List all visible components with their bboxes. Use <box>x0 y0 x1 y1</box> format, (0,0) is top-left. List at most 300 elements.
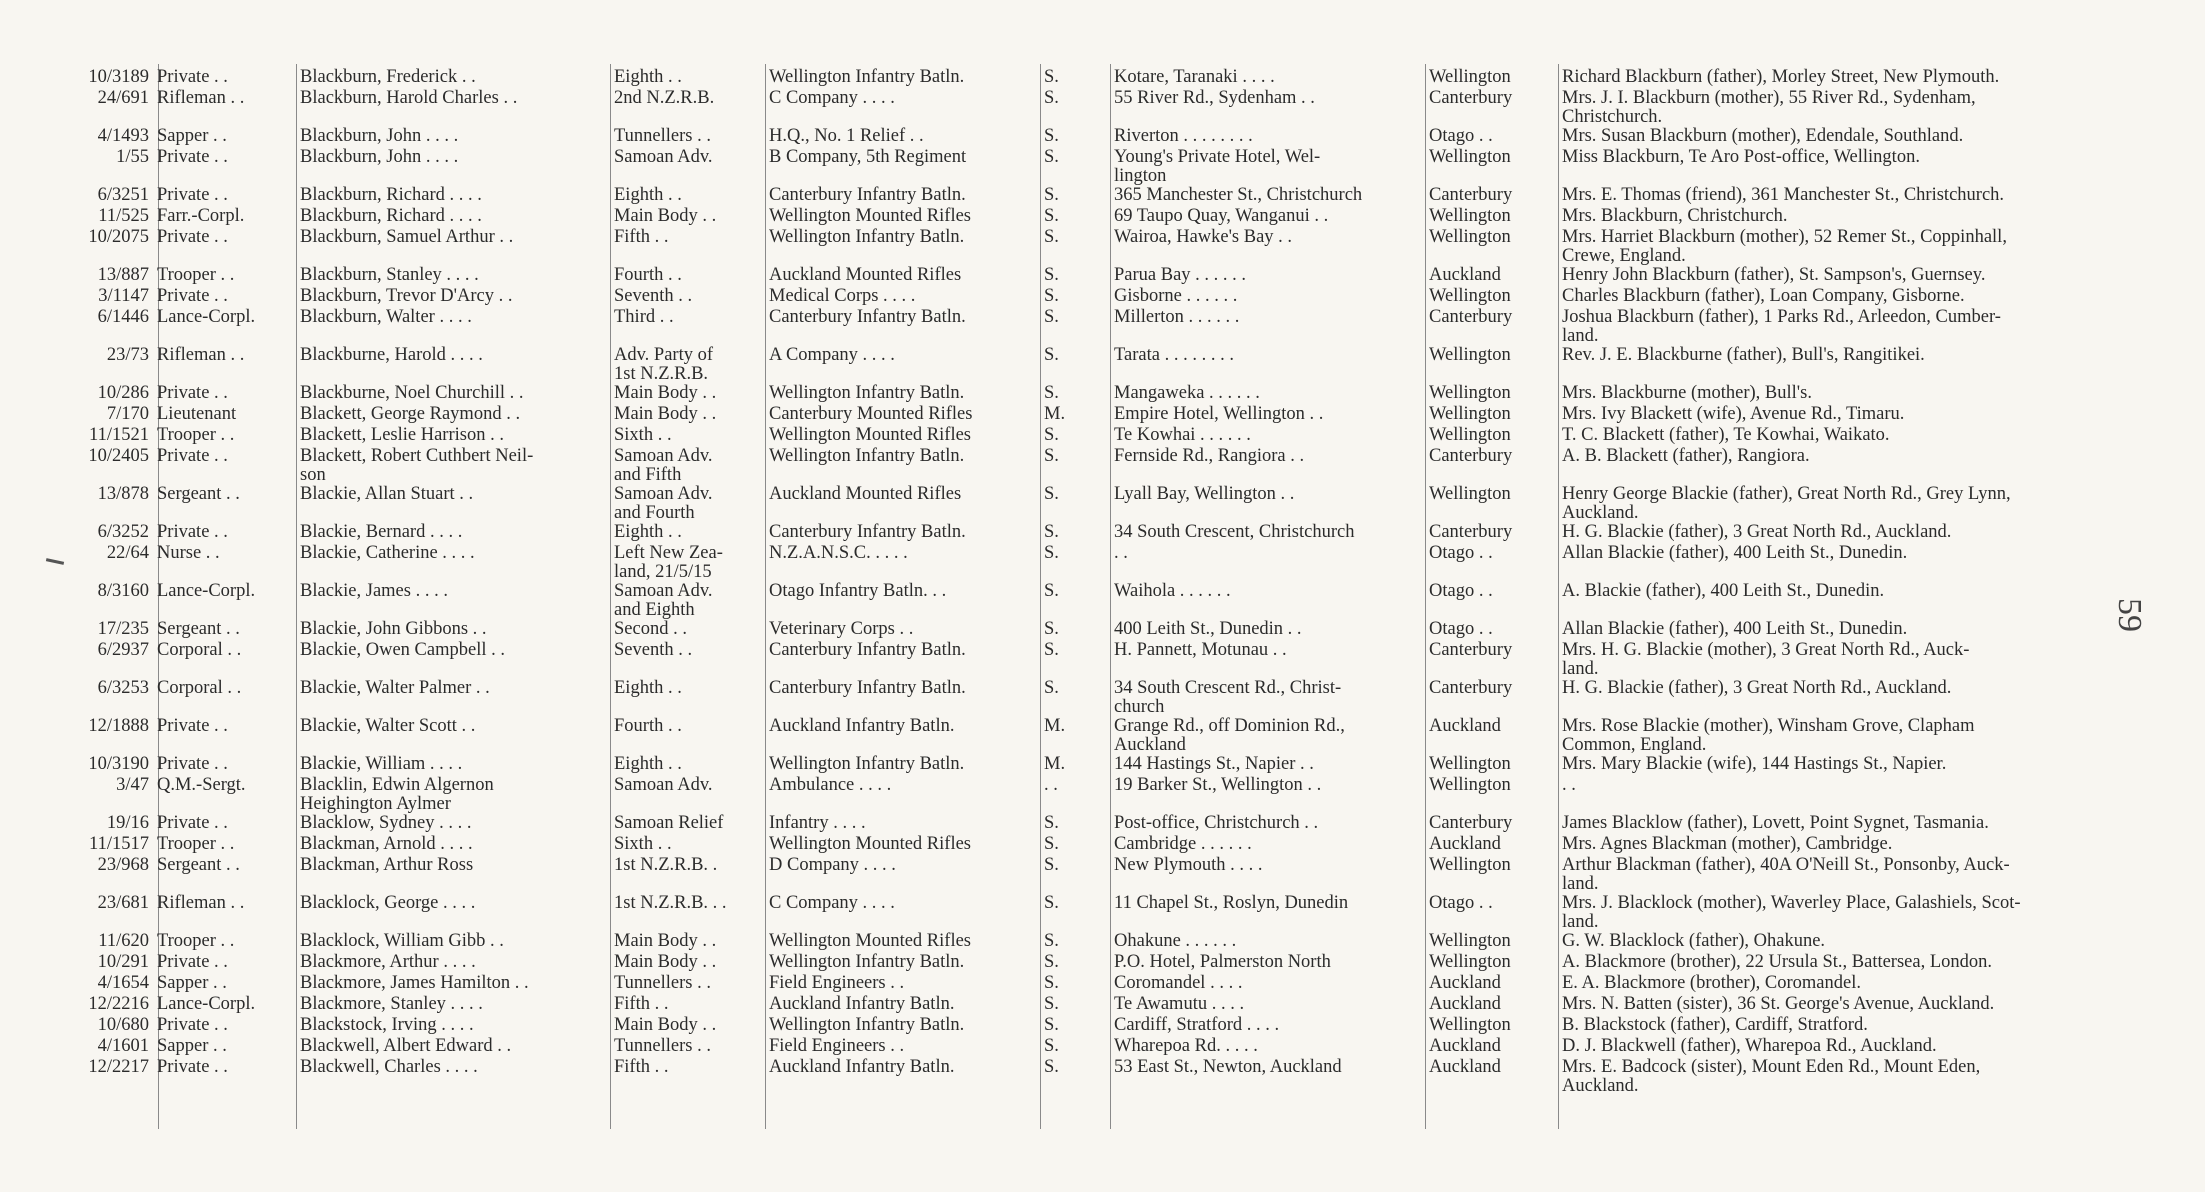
next-of-kin-cell: B. Blackstock (father), Cardiff, Stratford. <box>1562 1016 1868 1035</box>
regimental-number-cell: 12/2216 <box>88 995 149 1014</box>
district-cell: Wellington <box>1429 856 1511 875</box>
unit-cell: Canterbury Infantry Batln. <box>769 523 966 542</box>
table-row <box>58 1016 2128 1037</box>
rank-cell: Private . . <box>157 384 228 403</box>
next-of-kin-cell: Mrs. Susan Blackburn (mother), Edendale, Southland. <box>1562 127 1964 146</box>
page-number: 59 <box>2111 598 2148 632</box>
district-cell: Wellington <box>1429 1016 1511 1035</box>
marital-status-cell: S. <box>1044 1037 1059 1056</box>
unit-cell: Canterbury Mounted Rifles <box>769 405 973 424</box>
soldier-name-cell: Blackburn, Richard . . . . <box>300 207 482 226</box>
last-address-cell: New Plymouth . . . . <box>1114 856 1263 875</box>
marital-status-cell: M. <box>1044 755 1066 774</box>
draft-unit-cell: Samoan Adv. and Eighth <box>614 582 713 620</box>
marital-status-cell: S. <box>1044 1016 1059 1035</box>
rank-cell: Trooper . . <box>157 266 235 285</box>
unit-cell: Wellington Mounted Rifles <box>769 207 971 226</box>
district-cell: Wellington <box>1429 207 1511 226</box>
next-of-kin-cell: Rev. J. E. Blackburne (father), Bull's, Rangitikei. <box>1562 346 1925 365</box>
regimental-number-cell: 13/887 <box>97 266 149 285</box>
soldier-name-cell: Blackburne, Noel Churchill . . <box>300 384 524 403</box>
table-row <box>58 346 2128 384</box>
regimental-number-cell: 10/3190 <box>88 755 149 774</box>
marital-status-cell: S. <box>1044 228 1059 247</box>
last-address-cell: H. Pannett, Motunau . . <box>1114 641 1287 660</box>
regimental-number-cell: 11/525 <box>98 207 149 226</box>
table-row <box>58 856 2128 894</box>
draft-unit-cell: Fifth . . <box>614 228 669 247</box>
regimental-number-cell: 10/3189 <box>88 68 149 87</box>
rank-cell: Private . . <box>157 186 228 205</box>
rank-cell: Private . . <box>157 814 228 833</box>
table-row <box>58 148 2128 186</box>
unit-cell: Wellington Infantry Batln. <box>769 228 965 247</box>
rank-cell: Sapper . . <box>157 974 227 993</box>
draft-unit-cell: Tunnellers . . <box>614 127 711 146</box>
draft-unit-cell: Main Body . . <box>614 384 717 403</box>
rank-cell: Private . . <box>157 447 228 466</box>
marital-status-cell: S. <box>1044 932 1059 951</box>
unit-cell: D Company . . . . <box>769 856 896 875</box>
soldier-name-cell: Blackwell, Albert Edward . . <box>300 1037 512 1056</box>
soldier-name-cell: Blackburn, Frederick . . <box>300 68 476 87</box>
district-cell: Otago . . <box>1429 127 1493 146</box>
unit-cell: Canterbury Infantry Batln. <box>769 641 966 660</box>
rank-cell: Rifleman . . <box>157 89 245 108</box>
draft-unit-cell: Left New Zea- land, 21/5/15 <box>614 544 723 582</box>
unit-cell: Canterbury Infantry Batln. <box>769 679 966 698</box>
regimental-number-cell: 11/1521 <box>89 426 149 445</box>
unit-cell: Wellington Infantry Batln. <box>769 68 965 87</box>
rank-cell: Private . . <box>157 523 228 542</box>
district-cell: Wellington <box>1429 932 1511 951</box>
last-address-cell: 69 Taupo Quay, Wanganui . . <box>1114 207 1329 226</box>
next-of-kin-cell: Mrs. Agnes Blackman (mother), Cambridge. <box>1562 835 1893 854</box>
table-row <box>58 776 2128 814</box>
regimental-number-cell: 10/291 <box>97 953 149 972</box>
rank-cell: Private . . <box>157 68 228 87</box>
next-of-kin-cell: James Blacklow (father), Lovett, Point Sygnet, Tasmania. <box>1562 814 1989 833</box>
rank-cell: Lance-Corpl. <box>157 582 256 601</box>
last-address-cell: 53 East St., Newton, Auckland <box>1114 1058 1342 1077</box>
table-row <box>58 127 2128 148</box>
soldier-name-cell: Blackburn, Walter . . . . <box>300 308 472 327</box>
marital-status-cell: S. <box>1044 186 1059 205</box>
soldier-name-cell: Blackie, William . . . . <box>300 755 463 774</box>
last-address-cell: Waihola . . . . . . <box>1114 582 1231 601</box>
rank-cell: Sergeant . . <box>157 620 240 639</box>
last-address-cell: 11 Chapel St., Roslyn, Dunedin <box>1114 894 1349 913</box>
table-row <box>58 287 2128 308</box>
soldier-name-cell: Blackburn, John . . . . <box>300 127 459 146</box>
soldier-name-cell: Blackman, Arnold . . . . <box>300 835 473 854</box>
marital-status-cell: S. <box>1044 485 1059 504</box>
next-of-kin-cell: Mrs. Blackburn, Christchurch. <box>1562 207 1788 226</box>
district-cell: Wellington <box>1429 485 1511 504</box>
unit-cell: Wellington Mounted Rifles <box>769 426 971 445</box>
next-of-kin-cell: Mrs. E. Thomas (friend), 361 Manchester St., Christchurch. <box>1562 186 2005 205</box>
rank-cell: Private . . <box>157 717 228 736</box>
next-of-kin-cell: Arthur Blackman (father), 40A O'Neill St., Ponsonby, Auck- land. <box>1562 856 2010 894</box>
draft-unit-cell: Main Body . . <box>614 405 717 424</box>
district-cell: Canterbury <box>1429 447 1513 466</box>
marital-status-cell: S. <box>1044 835 1059 854</box>
regimental-number-cell: 8/3160 <box>97 582 149 601</box>
marital-status-cell: S. <box>1044 207 1059 226</box>
rank-cell: Lieutenant <box>157 405 237 424</box>
rank-cell: Sergeant . . <box>157 485 240 504</box>
unit-cell: Wellington Mounted Rifles <box>769 932 971 951</box>
soldier-name-cell: Blacklow, Sydney . . . . <box>300 814 472 833</box>
rank-cell: Sapper . . <box>157 127 227 146</box>
last-address-cell: Gisborne . . . . . . <box>1114 287 1238 306</box>
district-cell: Canterbury <box>1429 523 1513 542</box>
district-cell: Wellington <box>1429 426 1511 445</box>
district-cell: Wellington <box>1429 68 1511 87</box>
table-row <box>58 447 2128 485</box>
regimental-number-cell: 19/16 <box>106 814 149 833</box>
soldier-name-cell: Blackett, George Raymond . . <box>300 405 521 424</box>
unit-cell: Field Engineers . . <box>769 1037 905 1056</box>
draft-unit-cell: Sixth . . <box>614 426 672 445</box>
table-row <box>58 266 2128 287</box>
regimental-number-cell: 12/2217 <box>88 1058 149 1077</box>
district-cell: Otago . . <box>1429 894 1493 913</box>
table-row <box>58 995 2128 1016</box>
unit-cell: H.Q., No. 1 Relief . . <box>769 127 924 146</box>
rank-cell: Private . . <box>157 1016 228 1035</box>
draft-unit-cell: Samoan Relief <box>614 814 724 833</box>
marital-status-cell: S. <box>1044 679 1059 698</box>
marital-status-cell: S. <box>1044 346 1059 365</box>
marital-status-cell: S. <box>1044 814 1059 833</box>
soldier-name-cell: Blackman, Arthur Ross <box>300 856 474 875</box>
unit-cell: Wellington Infantry Batln. <box>769 953 965 972</box>
draft-unit-cell: Fifth . . <box>614 1058 669 1077</box>
next-of-kin-cell: Mrs. Blackburne (mother), Bull's. <box>1562 384 1812 403</box>
unit-cell: Medical Corps . . . . <box>769 287 916 306</box>
marital-status-cell: M. <box>1044 405 1066 424</box>
regimental-number-cell: 10/2075 <box>88 228 149 247</box>
last-address-cell: Tarata . . . . . . . . <box>1114 346 1234 365</box>
draft-unit-cell: Samoan Adv. <box>614 776 713 795</box>
district-cell: Auckland <box>1429 835 1501 854</box>
next-of-kin-cell: H. G. Blackie (father), 3 Great North Rd., Auckland. <box>1562 679 1952 698</box>
draft-unit-cell: Main Body . . <box>614 932 717 951</box>
marital-status-cell: S. <box>1044 266 1059 285</box>
next-of-kin-cell: Mrs. J. I. Blackburn (mother), 55 River Rd., Sydenham, Christchurch. <box>1562 89 1976 127</box>
unit-cell: Field Engineers . . <box>769 974 905 993</box>
rank-cell: Sapper . . <box>157 1037 227 1056</box>
soldier-name-cell: Blacklin, Edwin Algernon Heighington Aylmer <box>300 776 494 814</box>
draft-unit-cell: Samoan Adv. <box>614 148 713 167</box>
last-address-cell: 34 South Crescent Rd., Christ- church <box>1114 679 1342 717</box>
marital-status-cell: S. <box>1044 68 1059 87</box>
nominal-roll-table <box>58 68 2128 1096</box>
draft-unit-cell: 1st N.Z.R.B. . <box>614 856 718 875</box>
marital-status-cell: S. <box>1044 641 1059 660</box>
last-address-cell: Grange Rd., off Dominion Rd., Auckland <box>1114 717 1345 755</box>
rank-cell: Private . . <box>157 148 228 167</box>
rank-cell: Private . . <box>157 755 228 774</box>
district-cell: Canterbury <box>1429 186 1513 205</box>
unit-cell: B Company, 5th Regiment <box>769 148 967 167</box>
regimental-number-cell: 24/691 <box>97 89 149 108</box>
last-address-cell: Wairoa, Hawke's Bay . . <box>1114 228 1293 247</box>
rank-cell: Sergeant . . <box>157 856 240 875</box>
last-address-cell: Mangaweka . . . . . . <box>1114 384 1260 403</box>
district-cell: Wellington <box>1429 953 1511 972</box>
regimental-number-cell: 7/170 <box>106 405 149 424</box>
draft-unit-cell: Eighth . . <box>614 186 682 205</box>
regimental-number-cell: 6/3252 <box>97 523 149 542</box>
next-of-kin-cell: Mrs. N. Batten (sister), 36 St. George's Avenue, Auckland. <box>1562 995 1995 1014</box>
marital-status-cell: S. <box>1044 544 1059 563</box>
draft-unit-cell: Fifth . . <box>614 995 669 1014</box>
soldier-name-cell: Blackie, James . . . . <box>300 582 448 601</box>
regimental-number-cell: 23/968 <box>97 856 149 875</box>
table-row <box>58 207 2128 228</box>
soldier-name-cell: Blackmore, Stanley . . . . <box>300 995 483 1014</box>
marital-status-cell: S. <box>1044 447 1059 466</box>
last-address-cell: 400 Leith St., Dunedin . . <box>1114 620 1302 639</box>
district-cell: Canterbury <box>1429 308 1513 327</box>
draft-unit-cell: Fourth . . <box>614 717 682 736</box>
table-row <box>58 228 2128 266</box>
rank-cell: Lance-Corpl. <box>157 995 256 1014</box>
next-of-kin-cell: Mrs. Ivy Blackett (wife), Avenue Rd., Timaru. <box>1562 405 1905 424</box>
next-of-kin-cell: Mrs. Rose Blackie (mother), Winsham Grove, Clapham Common, England. <box>1562 717 1975 755</box>
district-cell: Auckland <box>1429 974 1501 993</box>
last-address-cell: 34 South Crescent, Christchurch <box>1114 523 1355 542</box>
table-row <box>58 384 2128 405</box>
regimental-number-cell: 4/1654 <box>97 974 149 993</box>
table-row <box>58 544 2128 582</box>
last-address-cell: Cambridge . . . . . . <box>1114 835 1252 854</box>
regimental-number-cell: 10/680 <box>97 1016 149 1035</box>
unit-cell: Wellington Infantry Batln. <box>769 1016 965 1035</box>
last-address-cell: Ohakune . . . . . . <box>1114 932 1237 951</box>
next-of-kin-cell: Allan Blackie (father), 400 Leith St., Dunedin. <box>1562 620 1908 639</box>
next-of-kin-cell: Joshua Blackburn (father), 1 Parks Rd., Arleedon, Cumber- land. <box>1562 308 2001 346</box>
marital-status-cell: S. <box>1044 89 1059 108</box>
last-address-cell: Coromandel . . . . <box>1114 974 1243 993</box>
last-address-cell: Millerton . . . . . . <box>1114 308 1240 327</box>
draft-unit-cell: Samoan Adv. and Fifth <box>614 447 713 485</box>
rank-cell: Nurse . . <box>157 544 220 563</box>
draft-unit-cell: Main Body . . <box>614 953 717 972</box>
last-address-cell: Cardiff, Stratford . . . . <box>1114 1016 1280 1035</box>
marital-status-cell: S. <box>1044 148 1059 167</box>
table-row <box>58 932 2128 953</box>
marital-status-cell: M. <box>1044 717 1066 736</box>
soldier-name-cell: Blackie, Walter Scott . . <box>300 717 476 736</box>
soldier-name-cell: Blackett, Robert Cuthbert Neil- son <box>300 447 534 485</box>
table-row <box>58 405 2128 426</box>
regimental-number-cell: 4/1601 <box>97 1037 149 1056</box>
last-address-cell: 365 Manchester St., Christchurch <box>1114 186 1363 205</box>
unit-cell: Veterinary Corps . . <box>769 620 914 639</box>
rank-cell: Corporal . . <box>157 679 242 698</box>
last-address-cell: . . <box>1114 544 1128 563</box>
district-cell: Wellington <box>1429 148 1511 167</box>
district-cell: Wellington <box>1429 405 1511 424</box>
unit-cell: Ambulance . . . . <box>769 776 892 795</box>
draft-unit-cell: Sixth . . <box>614 835 672 854</box>
table-row <box>58 1058 2128 1096</box>
table-row <box>58 68 2128 89</box>
rank-cell: Rifleman . . <box>157 346 245 365</box>
next-of-kin-cell: Mrs. Harriet Blackburn (mother), 52 Remer St., Coppinhall, Crewe, England. <box>1562 228 2007 266</box>
marital-status-cell: S. <box>1044 1058 1059 1077</box>
table-row <box>58 523 2128 544</box>
rank-cell: Private . . <box>157 953 228 972</box>
unit-cell: Auckland Infantry Batln. <box>769 995 955 1014</box>
regimental-number-cell: 11/620 <box>98 932 149 951</box>
next-of-kin-cell: Mrs. J. Blacklock (mother), Waverley Place, Galashiels, Scot- land. <box>1562 894 2021 932</box>
soldier-name-cell: Blackburn, John . . . . <box>300 148 459 167</box>
soldier-name-cell: Blackie, Owen Campbell . . <box>300 641 505 660</box>
draft-unit-cell: Main Body . . <box>614 1016 717 1035</box>
district-cell: Auckland <box>1429 717 1501 736</box>
regimental-number-cell: 13/878 <box>97 485 149 504</box>
next-of-kin-cell: Miss Blackburn, Te Aro Post-office, Wellington. <box>1562 148 1920 167</box>
district-cell: Wellington <box>1429 755 1511 774</box>
regimental-number-cell: 3/1147 <box>98 287 149 306</box>
regimental-number-cell: 23/73 <box>106 346 149 365</box>
marital-status-cell: S. <box>1044 523 1059 542</box>
unit-cell: Auckland Infantry Batln. <box>769 1058 955 1077</box>
soldier-name-cell: Blackburne, Harold . . . . <box>300 346 483 365</box>
table-row <box>58 426 2128 447</box>
unit-cell: Auckland Mounted Rifles <box>769 266 962 285</box>
unit-cell: C Company . . . . <box>769 89 895 108</box>
table-row <box>58 89 2128 127</box>
district-cell: Wellington <box>1429 776 1511 795</box>
regimental-number-cell: 11/1517 <box>89 835 149 854</box>
district-cell: Wellington <box>1429 384 1511 403</box>
rank-cell: Q.M.-Sergt. <box>157 776 246 795</box>
draft-unit-cell: Tunnellers . . <box>614 1037 711 1056</box>
draft-unit-cell: Tunnellers . . <box>614 974 711 993</box>
soldier-name-cell: Blackburn, Harold Charles . . <box>300 89 518 108</box>
draft-unit-cell: Fourth . . <box>614 266 682 285</box>
regimental-number-cell: 10/286 <box>97 384 149 403</box>
next-of-kin-cell: A. B. Blackett (father), Rangiora. <box>1562 447 1810 466</box>
unit-cell: N.Z.A.N.S.C. . . . . <box>769 544 908 563</box>
soldier-name-cell: Blackstock, Irving . . . . <box>300 1016 474 1035</box>
marital-status-cell: S. <box>1044 620 1059 639</box>
last-address-cell: Empire Hotel, Wellington . . <box>1114 405 1324 424</box>
table-row <box>58 814 2128 835</box>
unit-cell: Wellington Infantry Batln. <box>769 384 965 403</box>
soldier-name-cell: Blackmore, Arthur . . . . <box>300 953 476 972</box>
marital-status-cell: S. <box>1044 856 1059 875</box>
rank-cell: Farr.-Corpl. <box>157 207 245 226</box>
rank-cell: Trooper . . <box>157 835 235 854</box>
last-address-cell: Kotare, Taranaki . . . . <box>1114 68 1275 87</box>
soldier-name-cell: Blackett, Leslie Harrison . . <box>300 426 504 445</box>
district-cell: Wellington <box>1429 346 1511 365</box>
table-row <box>58 308 2128 346</box>
draft-unit-cell: Eighth . . <box>614 755 682 774</box>
next-of-kin-cell: A. Blackie (father), 400 Leith St., Dunedin. <box>1562 582 1885 601</box>
district-cell: Wellington <box>1429 228 1511 247</box>
next-of-kin-cell: D. J. Blackwell (father), Wharepoa Rd., Auckland. <box>1562 1037 1937 1056</box>
marital-status-cell: S. <box>1044 426 1059 445</box>
rank-cell: Private . . <box>157 287 228 306</box>
district-cell: Auckland <box>1429 995 1501 1014</box>
district-cell: Otago . . <box>1429 582 1493 601</box>
last-address-cell: Riverton . . . . . . . . <box>1114 127 1253 146</box>
regimental-number-cell: 1/55 <box>116 148 149 167</box>
unit-cell: C Company . . . . <box>769 894 895 913</box>
district-cell: Canterbury <box>1429 641 1513 660</box>
rank-cell: Trooper . . <box>157 426 235 445</box>
draft-unit-cell: Seventh . . <box>614 641 693 660</box>
draft-unit-cell: Eighth . . <box>614 523 682 542</box>
draft-unit-cell: Second . . <box>614 620 687 639</box>
district-cell: Auckland <box>1429 1058 1501 1077</box>
table-row <box>58 485 2128 523</box>
draft-unit-cell: Samoan Adv. and Fourth <box>614 485 713 523</box>
regimental-number-cell: 6/3253 <box>97 679 149 698</box>
draft-unit-cell: 1st N.Z.R.B. . . <box>614 894 727 913</box>
table-row <box>58 974 2128 995</box>
last-address-cell: Fernside Rd., Rangiora . . <box>1114 447 1305 466</box>
next-of-kin-cell: Mrs. Mary Blackie (wife), 144 Hastings St., Napier. <box>1562 755 1947 774</box>
roll-body <box>58 68 2128 1096</box>
rank-cell: Lance-Corpl. <box>157 308 256 327</box>
soldier-name-cell: Blacklock, William Gibb . . <box>300 932 504 951</box>
marital-status-cell: S. <box>1044 995 1059 1014</box>
district-cell: Wellington <box>1429 287 1511 306</box>
marital-status-cell: S. <box>1044 287 1059 306</box>
regimental-number-cell: 6/2937 <box>97 641 149 660</box>
district-cell: Otago . . <box>1429 544 1493 563</box>
marital-status-cell: . . <box>1044 776 1058 795</box>
table-row <box>58 620 2128 641</box>
last-address-cell: 55 River Rd., Sydenham . . <box>1114 89 1315 108</box>
marital-status-cell: S. <box>1044 308 1059 327</box>
regimental-number-cell: 12/1888 <box>88 717 149 736</box>
next-of-kin-cell: Allan Blackie (father), 400 Leith St., Dunedin. <box>1562 544 1908 563</box>
district-cell: Auckland <box>1429 1037 1501 1056</box>
unit-cell: Canterbury Infantry Batln. <box>769 186 966 205</box>
unit-cell: A Company . . . . <box>769 346 895 365</box>
table-row <box>58 835 2128 856</box>
unit-cell: Wellington Mounted Rifles <box>769 835 971 854</box>
next-of-kin-cell: E. A. Blackmore (brother), Coromandel. <box>1562 974 1861 993</box>
next-of-kin-cell: Charles Blackburn (father), Loan Company, Gisborne. <box>1562 287 1965 306</box>
table-row <box>58 894 2128 932</box>
rank-cell: Corporal . . <box>157 641 242 660</box>
draft-unit-cell: Eighth . . <box>614 679 682 698</box>
draft-unit-cell: Main Body . . <box>614 207 717 226</box>
district-cell: Canterbury <box>1429 679 1513 698</box>
soldier-name-cell: Blackburn, Stanley . . . . <box>300 266 479 285</box>
next-of-kin-cell: . . <box>1562 776 1576 795</box>
table-row <box>58 186 2128 207</box>
regimental-number-cell: 4/1493 <box>97 127 149 146</box>
regimental-number-cell: 22/64 <box>106 544 149 563</box>
district-cell: Auckland <box>1429 266 1501 285</box>
regimental-number-cell: 6/3251 <box>97 186 149 205</box>
draft-unit-cell: 2nd N.Z.R.B. <box>614 89 715 108</box>
draft-unit-cell: Eighth . . <box>614 68 682 87</box>
soldier-name-cell: Blackburn, Samuel Arthur . . <box>300 228 514 247</box>
table-row <box>58 953 2128 974</box>
